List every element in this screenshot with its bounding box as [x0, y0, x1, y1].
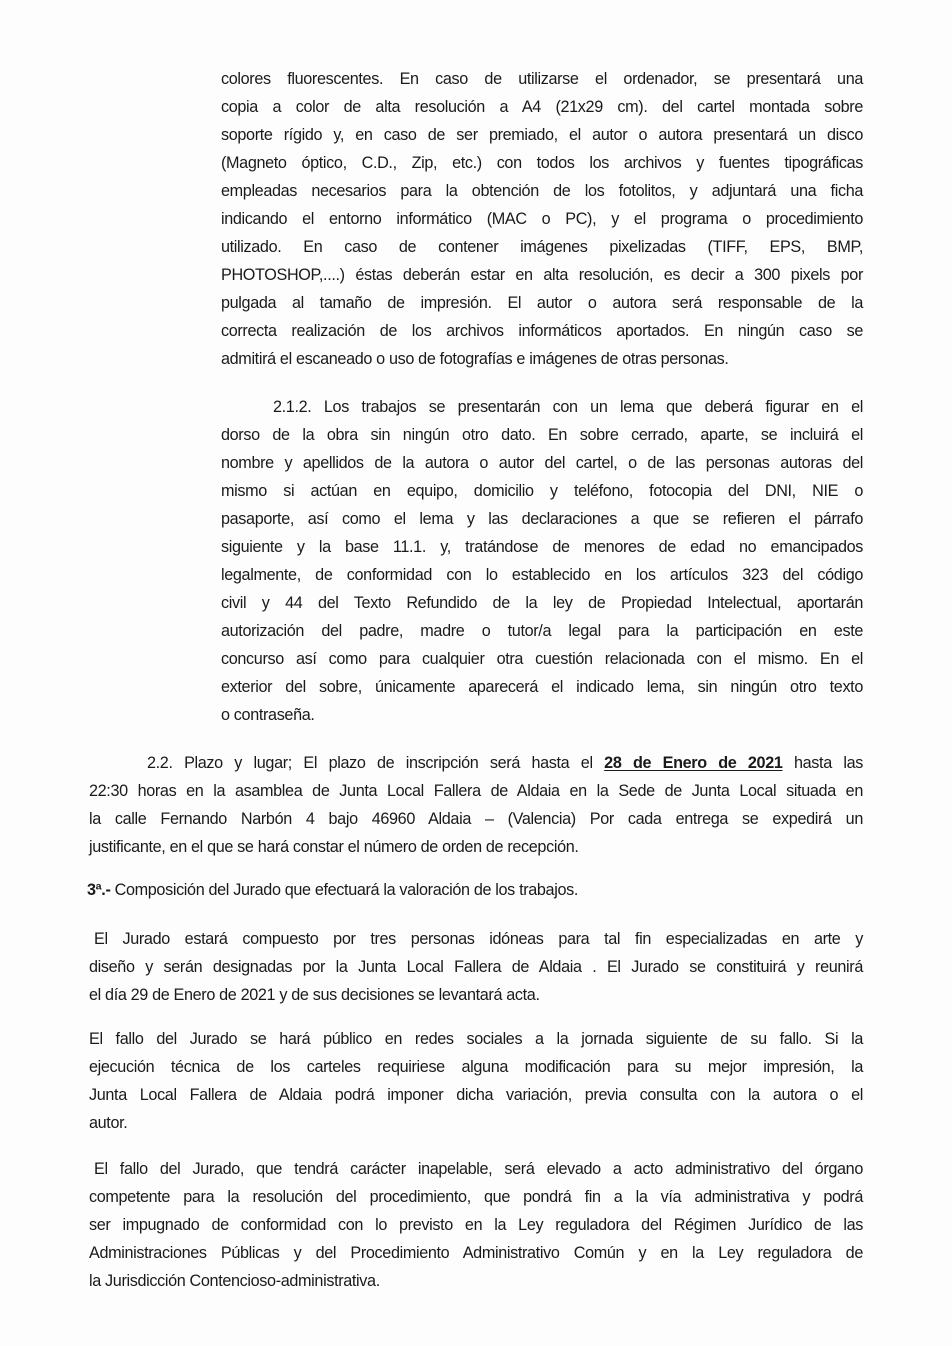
text-line: pasaporte, así como el lema y las declaraciones a que se refieren el párrafo [221, 510, 863, 528]
text-line: pulgada al tamaño de impresión. El autor o autora será responsable de la [221, 294, 863, 312]
text-line: concurso así como para cualquier otra cuestión relacionada con el mismo. En el [221, 650, 863, 668]
text-line [89, 752, 863, 774]
text-line: El Jurado estará compuesto por tres personas idóneas para tal fin especializadas en arte y [94, 930, 863, 948]
text-line: legalmente, de conformidad con lo establecido en los artículos 323 del código [221, 566, 863, 584]
text-line: El fallo del Jurado se hará público en redes sociales a la jornada siguiente de su fallo. Si la [89, 1030, 863, 1048]
text-line: justificante, en el que se hará constar el número de orden de recepción. [89, 838, 579, 856]
text-line: autor. [89, 1114, 128, 1132]
text-line: competente para la resolución del procedimiento, que pondrá fin a la vía administrativa y podrá [89, 1188, 863, 1206]
text-line: empleadas necesarios para la obtención de los fotolitos, y adjuntará una ficha [221, 182, 863, 200]
text-line: el día 29 de Enero de 2021 y de sus decisiones se levantará acta. [89, 986, 540, 1004]
text-line: Junta Local Fallera de Aldaia podrá imponer dicha variación, previa consulta con la autora o el [89, 1086, 863, 1104]
text-line: nombre y apellidos de la autora o autor del cartel, o de las personas autoras del [221, 454, 863, 472]
text-segment: 2.2. Plazo y lugar; El plazo de inscripción será hasta el [147, 754, 593, 772]
section-title: Composición del Jurado que efectuará la valoración de los trabajos. [114, 881, 579, 899]
text-line: exterior del sobre, únicamente aparecerá el indicado lema, sin ningún otro texto [221, 678, 863, 696]
text-line: autorización del padre, madre o tutor/a legal para la participación en este [221, 622, 863, 640]
text-line: la calle Fernando Narbón 4 bajo 46960 Aldaia – (Valencia) Por cada entrega se expedirá un [89, 810, 863, 828]
text-segment: hasta las [794, 754, 863, 772]
text-line: 22:30 horas en la asamblea de Junta Local Fallera de Aldaia en la Sede de Junta Local situada en [89, 782, 863, 800]
section-number: 3ª.- [87, 881, 111, 899]
text-line: soporte rígido y, en caso de ser premiado, el autor o autora presentará un disco [221, 126, 863, 144]
text-line: admitirá el escaneado o uso de fotografías e imágenes de otras personas. [221, 350, 729, 368]
text-line: la Jurisdicción Contencioso-administrativa. [89, 1272, 380, 1290]
text-line: civil y 44 del Texto Refundido de la ley de Propiedad Intelectual, aportarán [221, 594, 863, 612]
text-line: diseño y serán designadas por la Junta Local Fallera de Aldaia . El Jurado se constituirá y reunirá [89, 958, 863, 976]
section-3-heading [87, 879, 861, 901]
text-line: indicando el entorno informático (MAC o PC), y el programa o procedimiento [221, 210, 863, 228]
text-line: correcta realización de los archivos informáticos aportados. En ningún caso se [221, 322, 863, 340]
text-line: ejecución técnica de los carteles requiriese alguna modificación para su mejor impresión, la [89, 1058, 863, 1076]
text-line: ser impugnado de conformidad con lo previsto en la Ley reguladora del Régimen Jurídico de las [89, 1216, 863, 1234]
text-line: El fallo del Jurado, que tendrá carácter inapelable, será elevado a acto administrativo del órgano [94, 1160, 863, 1178]
text-line: colores fluorescentes. En caso de utilizarse el ordenador, se presentará una [221, 70, 863, 88]
text-line: o contraseña. [221, 706, 315, 724]
text-line: PHOTOSHOP,....) éstas deberán estar en alta resolución, es decir a 300 pixels por [221, 266, 863, 284]
text-line: utilizado. En caso de contener imágenes pixelizadas (TIFF, EPS, BMP, [221, 238, 863, 256]
text-line: copia a color de alta resolución a A4 (21x29 cm). del cartel montada sobre [221, 98, 863, 116]
text-line: 2.1.2. Los trabajos se presentarán con un lema que deberá figurar en el [273, 398, 863, 416]
text-line: dorso de la obra sin ningún otro dato. En sobre cerrado, aparte, se incluirá el [221, 426, 863, 444]
deadline-date: 28 de Enero de 2021 [604, 754, 783, 772]
text-line: mismo si actúan en equipo, domicilio y teléfono, fotocopia del DNI, NIE o [221, 482, 863, 500]
text-line: Administraciones Públicas y del Procedimiento Administrativo Común y en la Ley reguladora de [89, 1244, 863, 1262]
text-line: siguiente y la base 11.1. y, tratándose de menores de edad no emancipados [221, 538, 863, 556]
text-line: (Magneto óptico, C.D., Zip, etc.) con todos los archivos y fuentes tipográficas [221, 154, 863, 172]
